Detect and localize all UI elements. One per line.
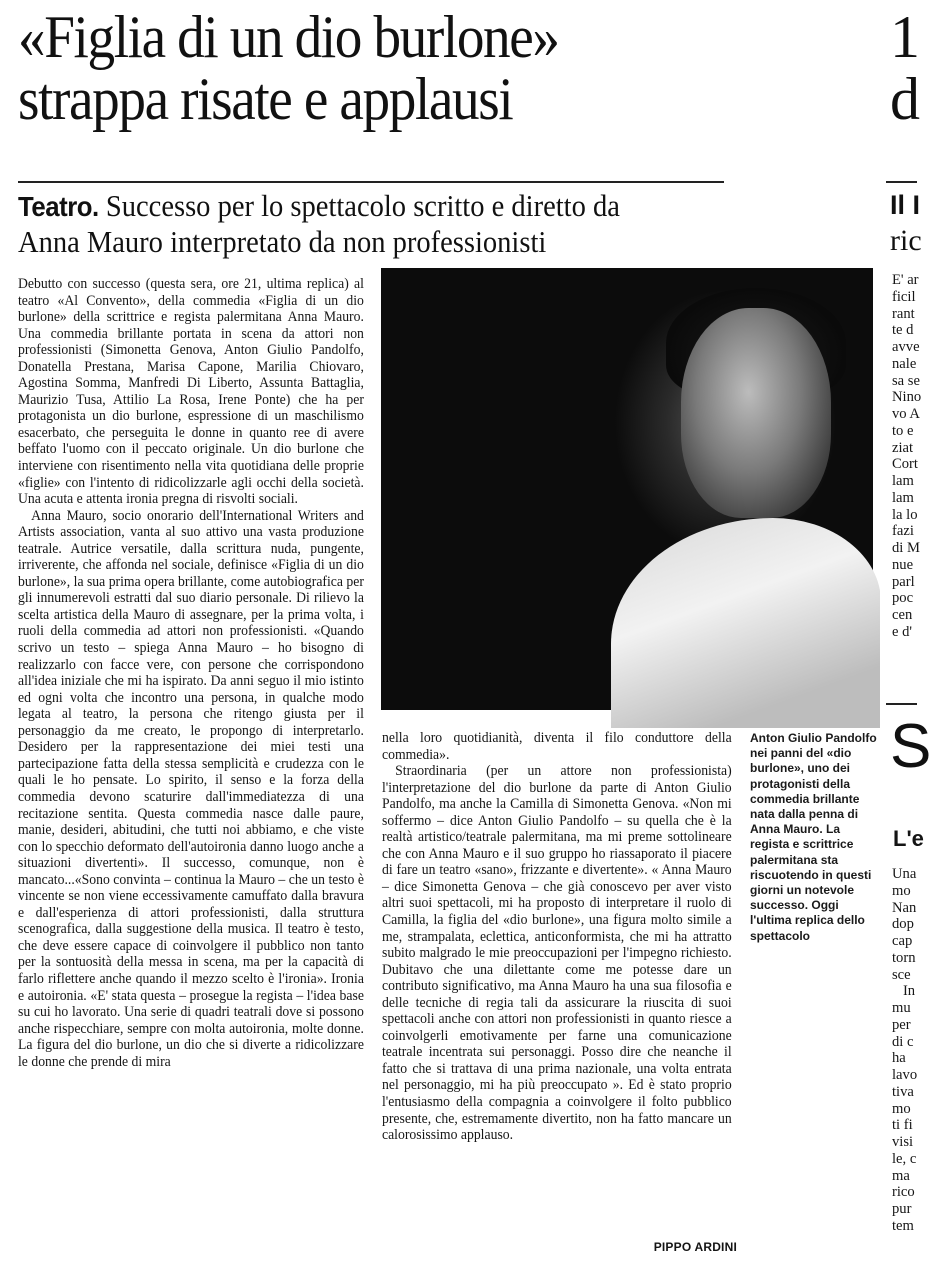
neighbor-column-top: E' ar ficil rant te d avve nale sa se Nino vo A to e ziat Cort lam lam la lo fazi di M nue parl poc cen e d' [892, 272, 922, 640]
photo-shirt-shape [611, 518, 881, 728]
paragraph: Anna Mauro, socio onorario dell'International Writers and Artists association, vanta al suo attivo una vasta produzione teatrale. Autrice versatile, dalla scrittura nuda, pungente, irriverente, che affonda nel sociale, definisce «Figlia di un dio burlone», la sua prima opera brillante, come autobiografica per gli innumerevoli estratti dal suo diario personale. Di rilievo la scelta artistica della Mauro di assegnare, per la prima volta, i ruoli della commedia ad attori non professionisti. «Quando scrivo un testo – spiega Anna Mauro – ho bisogno di realizzarlo con facce vere, con persone che corrispondono all'idea iniziale che mi ha ispirato. Da anni seguo il mio istinto ed ogni volta che incontro una persona, in qualche modo legata al teatro, la persona che ritengo giusta per il personaggio da me creato, le propongo di interpretarlo. Desidero per la rappresentazione dei miei testi una partecipazione fatta della stessa semplicità e crudezza con le quali le ho pensate. Lo spirito, il senso e la forza della commedia devono scaturire dall'immediatezza di una recitazione sentita. Questa commedia nasce dalle paure, manie, desideri, abitudini, che tutti noi abbiamo, e che viste con lo specchio deformato dell'autoironia danno luogo anche a situazioni divertenti». Il successo, comunque, non è mancato...«Sono convinta – continua la Mauro – che un testo è vincente se non viene eccessivamente camuffato dalla bravura e dall'esperienza di attori professionisti, dalla struttura scenografica, dalla suggestione della musica. Il teatro è testo, che deve essere capace di coinvolgere il pubblico non tanto per la sontuosità della messa in scena, ma per la capacità di farlo riflettere anche quando il mezzo scelto è l'ironia». Ironia e autoironia. «E' stata questa – prosegue la regista – l'idea base su cui ho lavorato. Una serie di quadri teatrali dove si possono anche rispecchiare, sempre con molta autoironia, molte donne. La figura del dio burlone, un dio che si diverte a ridicolizzare le donne che prende di mira [18, 507, 364, 1070]
paragraph: Straordinaria (per un attore non professionista) l'interpretazione del dio burlone da parte di Anton Giulio Pandolfo, ma anche la Camilla di Simonetta Genova. «Non mi soffermo – dice Anton Giulio Pandolfo – su quella che è la realtà artistico/teatrale palermitana, ma mi preme sottolineare che con Anna Mauro e il suo gruppo ho riassaporato il piacere di fare un teatro «sano», frizzante e divertente». « Anna Mauro – dice Simonetta Genova – che già conoscevo per aver visto altri suoi spettacoli, mi ha proposto di interpretare il ruolo di Camilla, la figlia del «dio burlone», una figura molto simile a me, strampalata, eclettica, anticonformista, che mi ha attratto subito malgrado le mie preoccupazioni per l'impegno richiesto. Dubitavo che una dilettante come me potesse dare un contributo significativo, ma Anna Mauro ha una sua filosofia e delle tecniche di regia tali da assicurare la riuscita di suoi spettacoli anche con attori non professionisti in quanto riesce a coinvolgerli emotivamente per farne una comunicazione teatrale incentrata sui personaggi. Posso dire che neanche il fatto che si trattava di una prima nazionale, una volta entrata nel personaggio, mi ha più preoccupato ». Ed è stato proprio l'entusiasmo della compagnia a coinvolgere il folto pubblico presente, che, estremamente divertito, non ha fatto mancare un calorosissimo applauso. [382, 763, 732, 1144]
neighbor-headline-line-1: 1 [890, 4, 920, 70]
paragraph: Debutto con successo (questa sera, ore 21, ultima replica) al teatro «Al Convento», della commedia «Figlia di un dio burlone» della scrittrice e regista palermitana Anna Mauro. Una commedia brillante portata in scena da attori non professionisti (Simonetta Genova, Anton Giulio Pandolfo, Donatella Prestana, Marisa Capone, Marilia Chiovaro, Agostina Somma, Manfredi Di Liberto, Assunta Battaglia, Maurizio Tusa, Attilio La Rosa, Irene Ponte) che ha per protagonista un dio burlone, espressione di un maschilismo esacerbato, che perseguita le donne in quanto ree di avere beffato l'uomo con il peccato originale. Un dio burlone che interviene con risentimento nella vita quotidiana delle proprie «figlie» con l'intento di ridicolizzarle agli occhi della società. Una acuta e attenta ironia pregna di risvolti sociali. [18, 276, 364, 508]
neighbor-section-letter: S [890, 712, 931, 781]
photo-face-shape [681, 308, 831, 518]
neighbor-section-rule [886, 703, 917, 705]
paragraph: nella loro quotidianità, diventa il filo conduttore della commedia». [382, 730, 732, 763]
article-column-2 [382, 730, 732, 1250]
kicker: Teatro. [18, 191, 99, 222]
neighbor-subhead-line-2: ric [890, 224, 922, 257]
photo-caption: Anton Giulio Pandolfo nei panni del «dio burlone», uno dei protagonisti della commedia brillante nata dalla penna di Anna Mauro. La regista e scrittrice palermitana sta riscuotendo in questi giorni un notevole successo. Oggi l'ultima replica dello spettacolo [750, 731, 877, 943]
subhead-text: Successo per lo spettacolo scritto e diretto da Anna Mauro interpretato da non professionisti [18, 188, 620, 259]
headline [18, 6, 680, 130]
neighbor-rule [886, 181, 917, 183]
neighbor-section-sub: L'e [893, 826, 924, 851]
neighbor-subhead-line-1: Il I [890, 190, 921, 220]
neighbor-subhead [890, 188, 922, 258]
headline-line-2: strappa risate e applausi [18, 66, 513, 132]
neighbor-column-bottom: Una mo Nan dop cap torn sce In mu per di c ha lavo tiva mo ti fi visi le, c ma rico pur tem [892, 866, 918, 1234]
neighbor-headline [890, 6, 920, 130]
article-column-1 [18, 276, 364, 1256]
headline-line-1: «Figlia di un dio burlone» [18, 4, 559, 70]
byline: PIPPO ARDINI [653, 1240, 737, 1254]
neighbor-headline-line-2: d [890, 66, 920, 132]
headline-rule [18, 181, 724, 183]
column-divider [880, 0, 881, 1280]
article-photo [381, 268, 873, 710]
subhead [18, 188, 662, 259]
